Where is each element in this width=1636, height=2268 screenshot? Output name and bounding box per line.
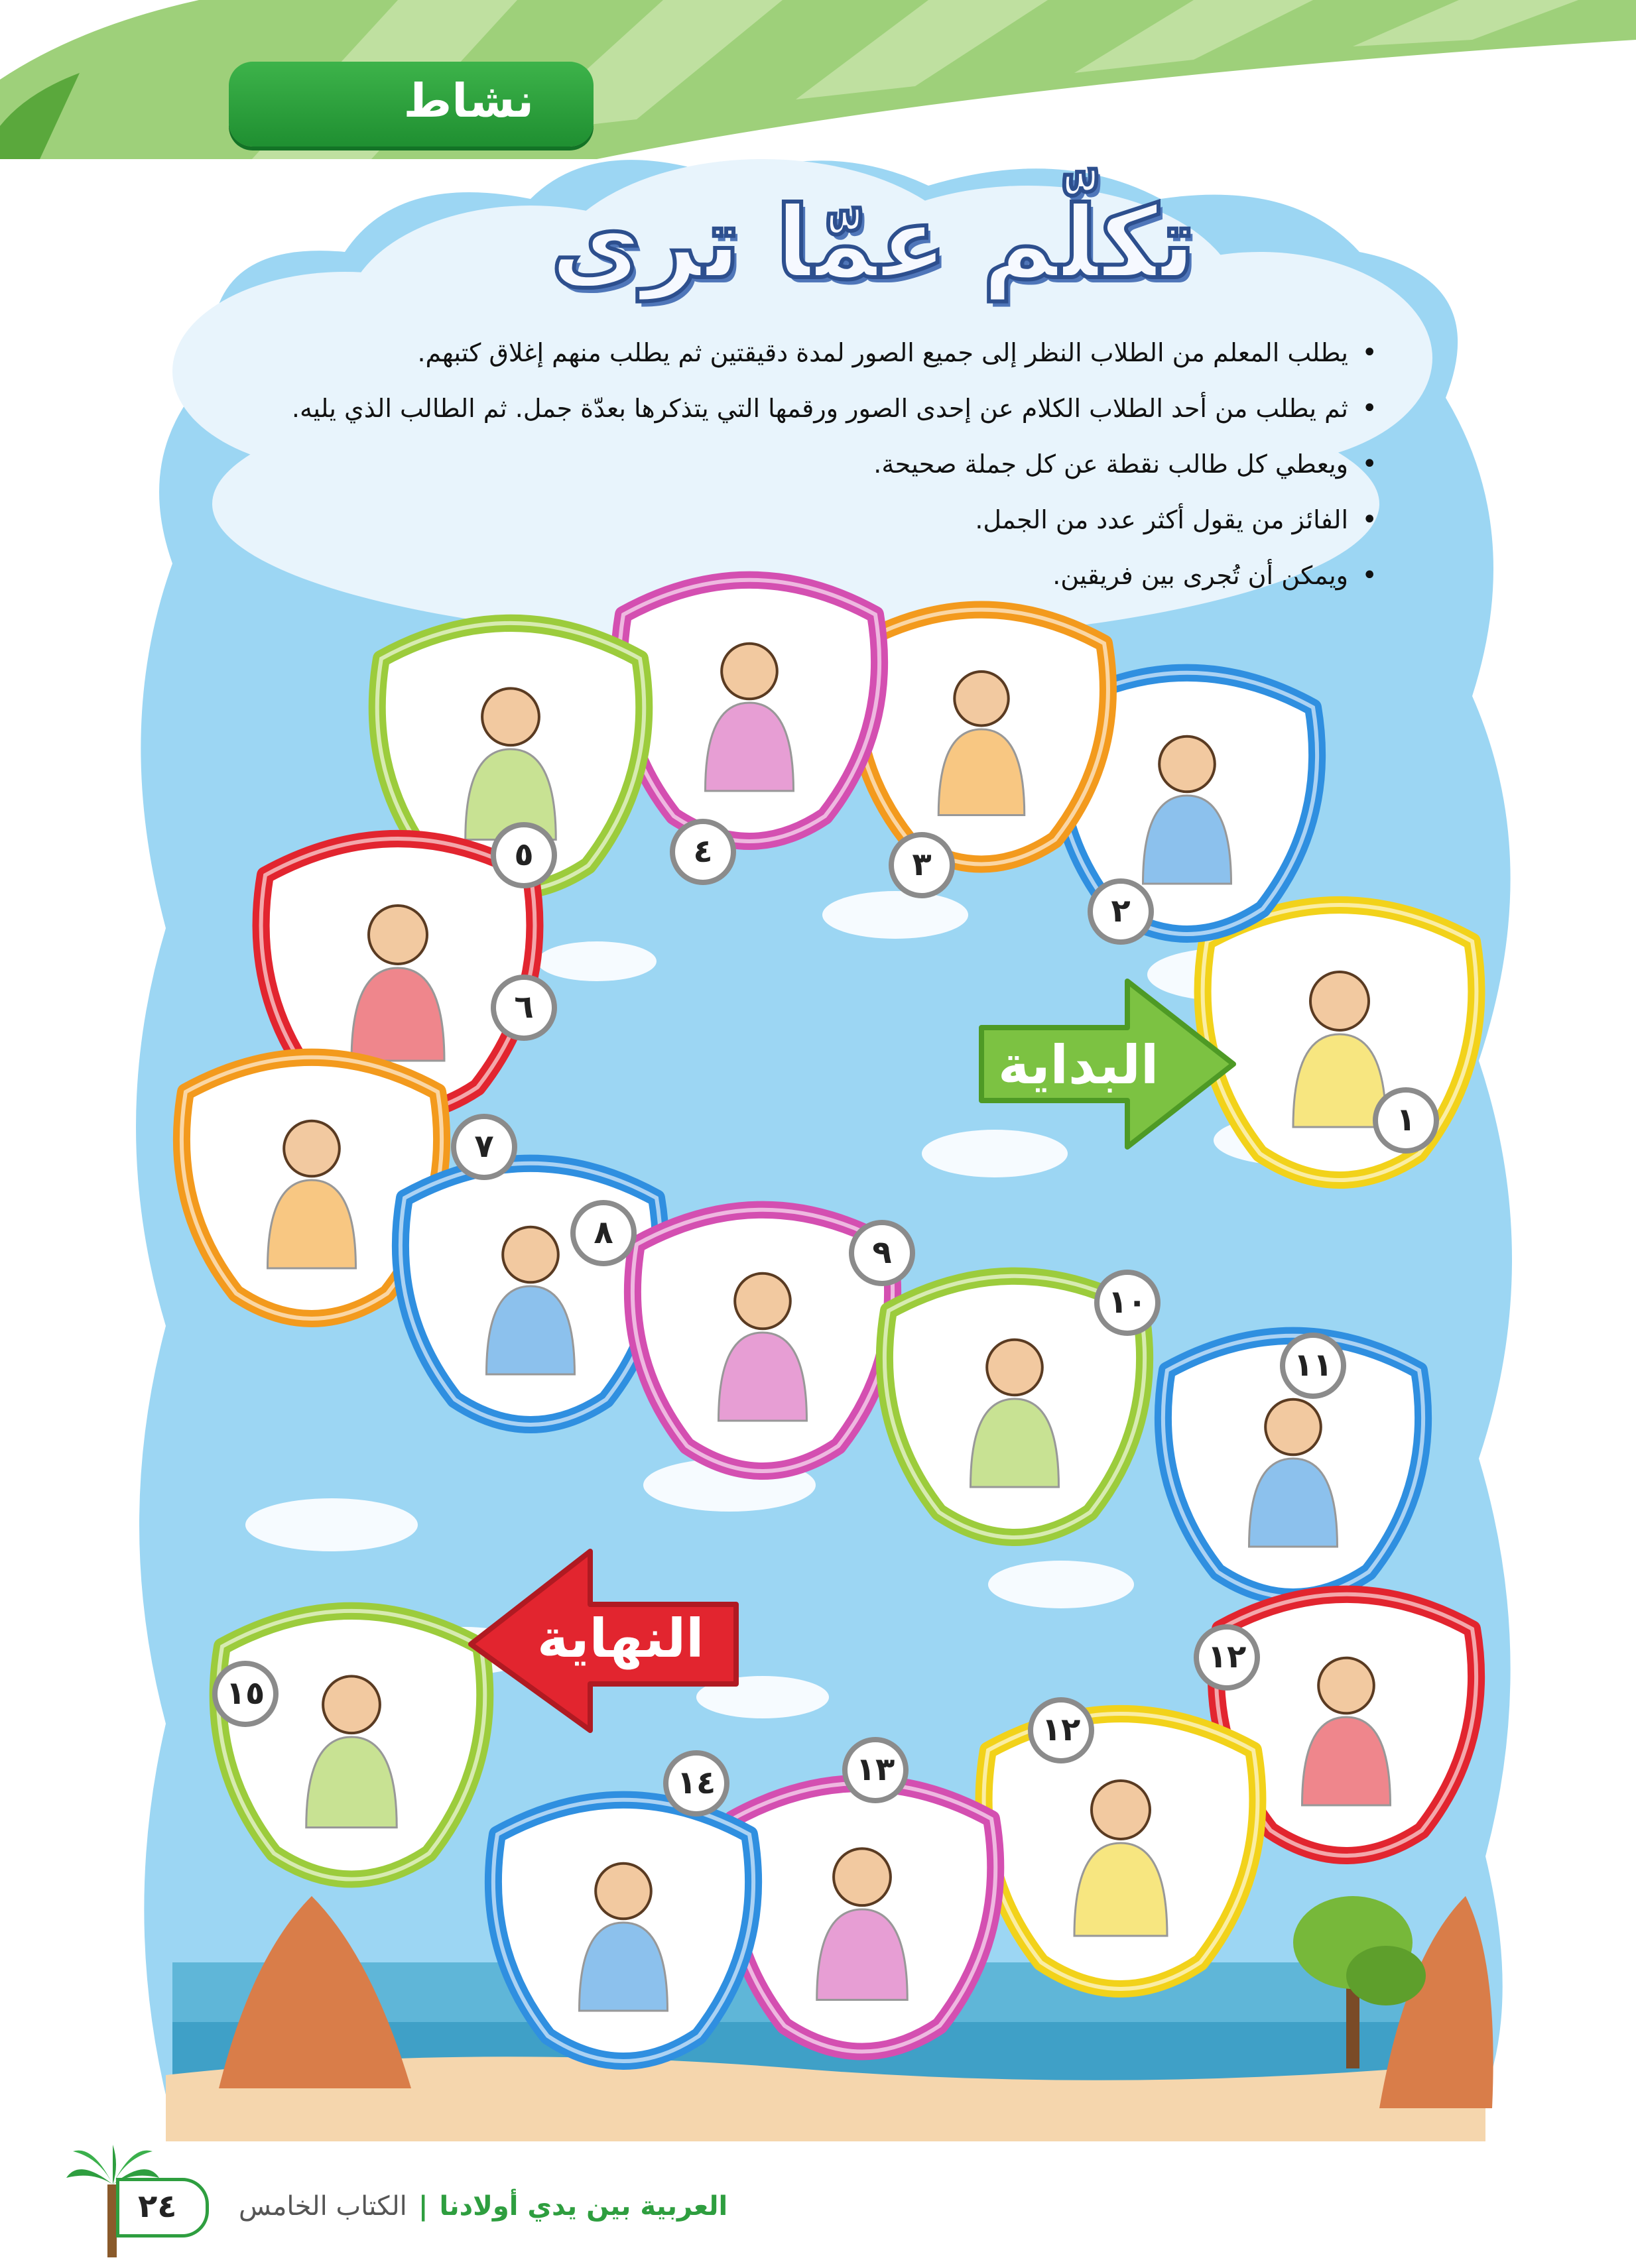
page-number: ٢٤ bbox=[138, 2188, 177, 2225]
page-title: تكلّم عمّا ترى bbox=[550, 186, 1196, 301]
instruction-item: • ويعطي كل طالب نقطة عن كل جملة صحيحة. bbox=[210, 436, 1377, 492]
boy-drinking-water-figure-head bbox=[323, 1676, 380, 1733]
page-number-box bbox=[116, 2178, 209, 2238]
station-frame-1 bbox=[1203, 905, 1477, 1180]
station-number-8: ٨ bbox=[570, 1200, 637, 1266]
station-frame-3 bbox=[855, 610, 1108, 865]
station-number-2: ٢ bbox=[1088, 878, 1154, 945]
man-bowing-in-prayer-figure-head bbox=[482, 688, 539, 745]
station-number-5: ٥ bbox=[491, 822, 557, 888]
instruction-item: • ثم يطلب من أحد الطلاب الكلام عن إحدى الصور ورقمها التي يتذكرها بعدّة جمل. ثم الطالب الذي يليه. bbox=[210, 381, 1377, 436]
station-number-9: ٩ bbox=[849, 1220, 915, 1286]
station-frame-8 bbox=[401, 1164, 661, 1425]
girl-sitting-on-chair-figure-head bbox=[987, 1340, 1042, 1396]
station-number-10: ١٠ bbox=[1094, 1270, 1161, 1336]
station-number-13: ١٣ bbox=[842, 1737, 909, 1803]
man-prostrating-in-prayer-figure-head bbox=[369, 906, 427, 964]
boy-listening-figure-head bbox=[1159, 737, 1215, 792]
station-number-12a: ١٢ bbox=[1194, 1624, 1260, 1691]
girl-painting-smiley-figure-head bbox=[284, 1121, 340, 1177]
end-label: النهاية bbox=[537, 1608, 704, 1669]
boy-playing-basketball-figure-head bbox=[954, 672, 1008, 725]
girl-eating-snack-figure-head bbox=[735, 1274, 790, 1329]
station-frame-15 bbox=[493, 1800, 753, 2061]
station-number-3: ٣ bbox=[889, 832, 955, 898]
footer-book-title: العربية بين يدي أولادنا bbox=[439, 2191, 728, 2222]
boy-writing-at-desk-figure-head bbox=[1310, 972, 1369, 1030]
girl-drinking-juice-figure-head bbox=[722, 644, 777, 699]
footer-separator: | bbox=[418, 2191, 428, 2222]
station-frame-16 bbox=[218, 1611, 485, 1880]
instruction-item: • يطلب المعلم من الطلاب النظر إلى جميع الصور لمدة دقيقتين ثم يطلب منهم إغلاق كتبهم. bbox=[210, 325, 1377, 381]
boy-eating-sandwich-figure-head bbox=[503, 1227, 558, 1283]
activity-tag-label: نشاط bbox=[403, 74, 534, 128]
man-washing-feet-figure-head bbox=[1318, 1658, 1374, 1714]
instruction-item: • الفائز من يقول أكثر عدد من الجمل. bbox=[210, 492, 1377, 548]
instruction-item: • ويمكن أن تُجرى بين فريقين. bbox=[210, 548, 1377, 603]
station-frame-4 bbox=[619, 580, 879, 841]
station-number-12b: ١٢ bbox=[1028, 1697, 1094, 1763]
station-number-7: ٧ bbox=[451, 1114, 517, 1180]
station-number-15: ١٥ bbox=[212, 1661, 279, 1727]
station-frame-13 bbox=[984, 1714, 1258, 1989]
boy-sitting-on-chair-figure-head bbox=[596, 1864, 651, 1919]
station-number-4: ٤ bbox=[670, 819, 736, 885]
boy-sleeping-figure-head bbox=[834, 1848, 891, 1905]
footer-book-info bbox=[239, 2191, 743, 2222]
boy-painting-flower-figure-head bbox=[1265, 1400, 1321, 1455]
start-label: البداية bbox=[998, 1034, 1159, 1096]
station-number-14: ١٤ bbox=[663, 1750, 729, 1817]
station-number-11: ١١ bbox=[1280, 1333, 1346, 1399]
boy-reading-book-figure-head bbox=[1092, 1781, 1150, 1839]
station-number-1: ١ bbox=[1373, 1087, 1439, 1154]
station-number-6: ٦ bbox=[491, 975, 557, 1041]
footer-book-part: الكتاب الخامس bbox=[239, 2191, 407, 2222]
station-frame-14 bbox=[729, 1783, 996, 2052]
